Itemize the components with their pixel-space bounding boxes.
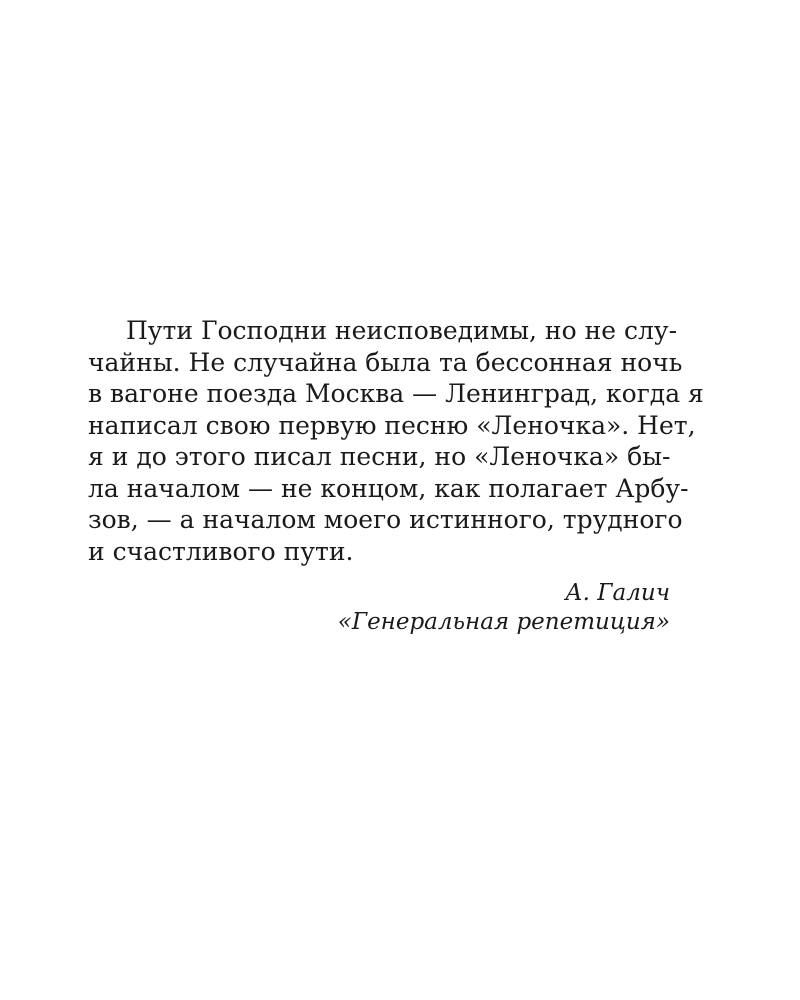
epigraph-line: чайны. Не случайна была та бессонная ночь [88,347,683,377]
epigraph-line: ла началом — не концом, как полагает Арбу- [88,473,689,503]
epigraph-line: в вагоне поезда Москва — Ленинград, когда я [88,379,704,408]
epigraph-line: написал свою первую песню «Леночка». Нет, [88,410,696,440]
epigraph-attribution [88,579,670,637]
epigraph-text [88,315,704,567]
epigraph [88,315,704,637]
epigraph-line: и счастливого пути. [88,536,354,566]
epigraph-line: Пути Господни неисповедимы, но не слу- [126,316,678,345]
epigraph-source: «Генеральная репетиция» [337,609,670,635]
epigraph-line: я и до этого писал песни, но «Леночка» бы- [88,442,671,471]
epigraph-author: А. Галич [565,580,670,606]
epigraph-line: зов, — а началом моего истинного, трудного [88,505,683,534]
